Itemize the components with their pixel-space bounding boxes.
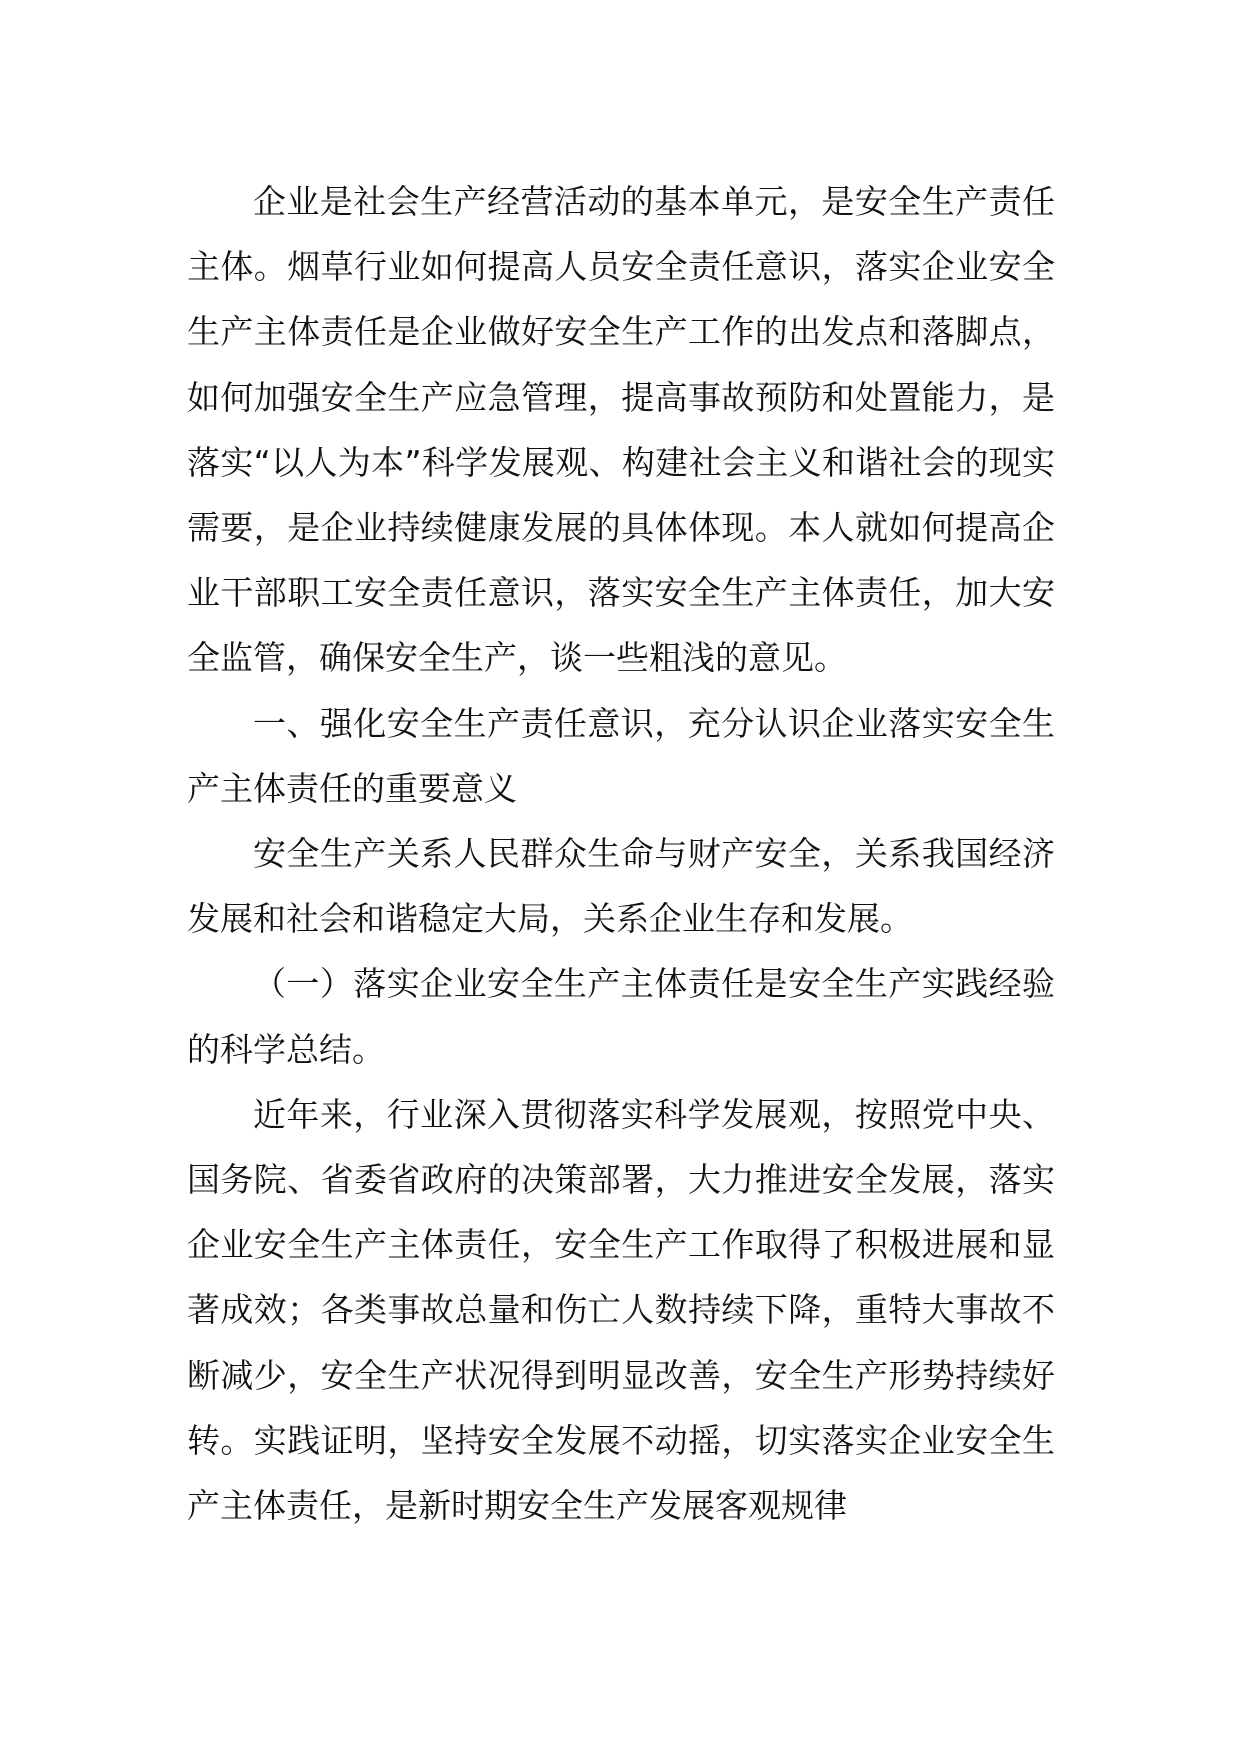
document-body [187,169,1055,1538]
subsection-heading-1-1: （一）落实企业安全生产主体责任是安全生产实践经验的科学总结。 [187,964,1055,1069]
paragraph-intro: 企业是社会生产经营活动的基本单元，是安全生产责任主体。烟草行业如何提高人员安全责任意识，落实企业安全生产主体责任是企业做好安全生产工作的出发点和落脚点，如何加强安全生产应急管理，提高事故预防和处置能力，是落实“以人为本”科学发展观、构建社会主义和谐社会的现实需要，是企业持续健康发展的具体体现。本人就如何提高企业干部职工安全责任意识，落实安全生产主体责任，加大安全监管，确保安全生产，谈一些粗浅的意见。 [187,182,1055,678]
section-heading-1: 一、强化安全生产责任意识，充分认识企业落实安全生产主体责任的重要意义 [187,703,1055,808]
paragraph-subsection-1-1: 近年来，行业深入贯彻落实科学发展观，按照党中央、国务院、省委省政府的决策部署，大力推进安全发展，落实企业安全生产主体责任，安全生产工作取得了积极进展和显著成效；各类事故总量和伤亡人数持续下降，重特大事故不断减少，安全生产状况得到明显改善，安全生产形势持续好转。实践证明，坚持安全发展不动摇，切实落实企业安全生产主体责任，是新时期安全生产发展客观规律 [187,1094,1055,1526]
paragraph-section-1: 安全生产关系人民群众生命与财产安全，关系我国经济发展和社会和谐稳定大局，关系企业生存和发展。 [187,834,1055,939]
